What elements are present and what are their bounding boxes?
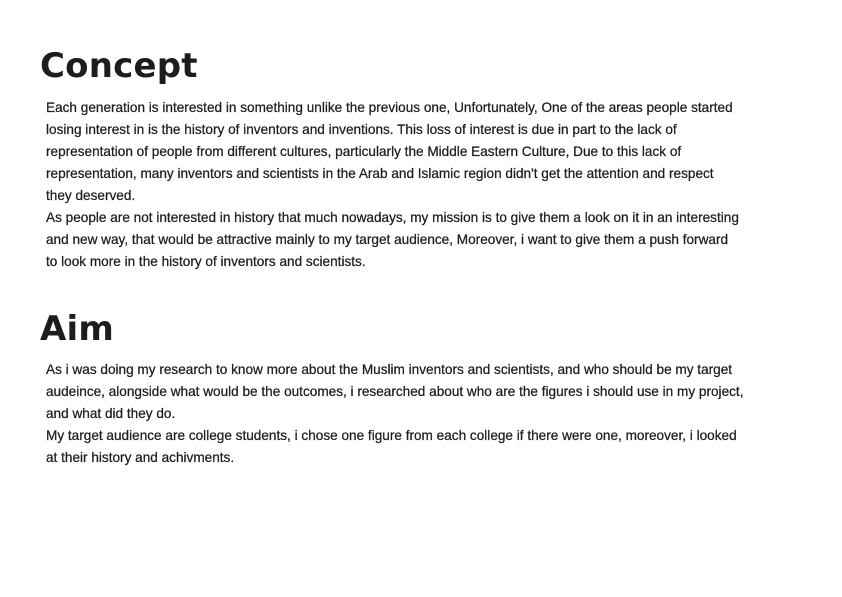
concept-paragraph-1: Each generation is interested in something unlike the previous one, Unfortunately, One of the areas people started losing interest in is the history of inventors and inventions. This loss of interest is due in part to the lack of representation of people from different cultures, particularly the Middle Eastern Culture, Due to this lack of representation, many inventors and scientists in the Arab and Islamic region didn't get the attention and respect they deserved. — [46, 100, 733, 203]
aim-heading: Aim — [40, 309, 114, 349]
concept-paragraph-2: As people are not interested in history that much nowadays, my mission is to give them a look on it in an interesting and new way, that would be attractive mainly to my target audience, Moreover, i want to give them a push forward to look more in the history of inventors and scientists. — [46, 210, 739, 269]
concept-body — [46, 97, 806, 273]
aim-paragraph-2: My target audience are college students, i chose one figure from each college if there were one, moreover, i looked at their history and achivments. — [46, 428, 737, 465]
concept-heading: Concept — [40, 46, 198, 86]
aim-paragraph-1: As i was doing my research to know more about the Muslim inventors and scientists, and who should be my target audeince, alongside what would be the outcomes, i researched about who are the figures i should use in my project, and what did they do. — [46, 362, 744, 421]
aim-body — [46, 359, 806, 469]
